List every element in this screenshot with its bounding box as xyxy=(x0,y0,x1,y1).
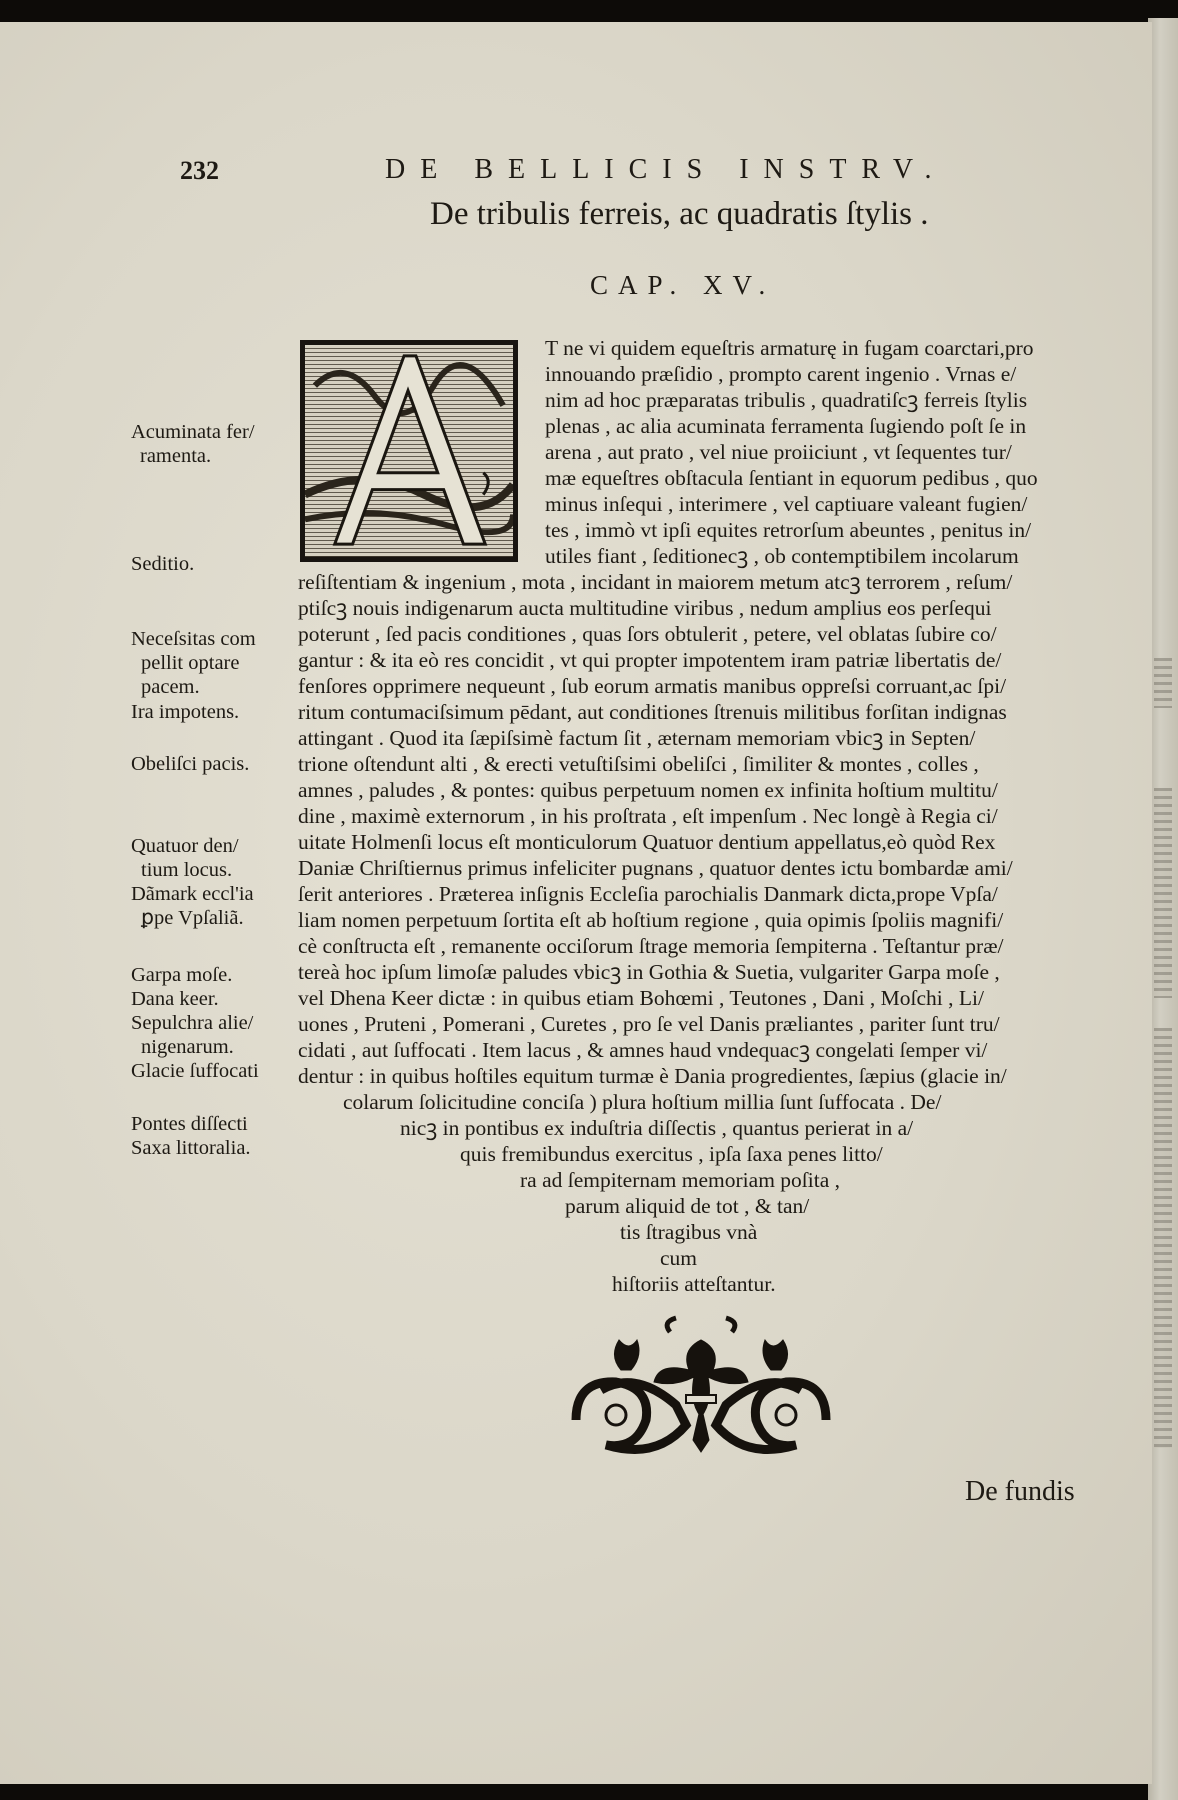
margin-note: Glacie ſuffocati xyxy=(131,1060,259,1082)
drop-cap-letter-a xyxy=(305,345,513,557)
body-line: tereà hoc ipſum limoſæ paludes vbicꝫ in Gothia & Suetia, vulgariter Garpa moſe , xyxy=(298,960,1000,984)
body-line: liam nomen perpetuum ſortita eſt ab hoſtium regione , quia opimis ſpoliis magnifi/ xyxy=(298,908,1004,932)
body-line: T ne vi quidem equeſtris armaturę in fugam coarctari,pro xyxy=(545,336,1034,360)
body-line: parum aliquid de tot , & tan/ xyxy=(565,1194,810,1218)
body-line: mæ equeſtres obſtacula ſentiant in equorum pedibus , quo xyxy=(545,466,1038,490)
tailpiece-ornament-icon xyxy=(566,1310,836,1460)
body-line: attingant . Quod ita ſæpiſsimè factum ſit , æternam memoriam vbicꝫ in Septen/ xyxy=(298,726,976,750)
body-line: tes , immò vt ipſi equites retrorſum abeuntes , penitus in/ xyxy=(545,518,1032,542)
next-page-edge xyxy=(1148,18,1178,1800)
margin-note: nigenarum. xyxy=(141,1036,234,1058)
body-line: minus inſequi , interimere , vel captiuare valeant fugien/ xyxy=(545,492,1028,516)
body-line: cidati , aut ſuffocati . Item lacus , & amnes haud vndequacꝫ congelati ſemper vi/ xyxy=(298,1038,988,1062)
body-line: vel Dhena Keer dictæ : in quibus etiam Bohœmi , Teutones , Dani , Moſchi , Li/ xyxy=(298,986,984,1010)
woodcut-drop-cap xyxy=(300,340,518,562)
margin-note: Dana keer. xyxy=(131,988,219,1010)
body-line: cè conſtructa eſt , remanente occiſorum ſtrage memoria ſempiterna . Teſtantur præ/ xyxy=(298,934,1004,958)
body-line: innouando præſidio , prompto carent ingenio . Vrnas e/ xyxy=(545,362,1017,386)
body-line: fenſores opprimere nequeunt , ſub eorum armatis manibus oppreſsi corruant,ac ſpi/ xyxy=(298,674,1007,698)
margin-note: Acuminata fer/ xyxy=(131,421,255,443)
margin-note: Saxa littoralia. xyxy=(131,1137,251,1159)
body-line: amnes , paludes , & pontes: quibus perpetuum nomen ex infinita hoſtium multitu/ xyxy=(298,778,998,802)
chapter-title: De tribulis ferreis, ac quadratis ſtylis . xyxy=(430,196,929,232)
body-line: ſerit anteriores . Præterea inſignis Eccleſia parochialis Danmark dicta,prope Vpſa/ xyxy=(298,882,998,906)
margin-note: Dãmark eccl'ia xyxy=(131,883,254,905)
margin-note: Obeliſci pacis. xyxy=(131,753,250,775)
margin-note: pacem. xyxy=(141,676,200,698)
body-line: poterunt , ſed pacis conditiones , quas ſors obtulerit , petere, vel oblatas ſubire co/ xyxy=(298,622,997,646)
margin-note: Ira impotens. xyxy=(131,701,240,723)
body-line: arena , aut prato , vel niue proiiciunt , vt ſequentes tur/ xyxy=(545,440,1012,464)
body-line: dine , maximè externorum , in his proſtrata , eſt impenſum . Nec longè à Regia ci/ xyxy=(298,804,998,828)
body-line: trione oſtendunt alti , & erecti vetuſtiſsimi obeliſci , ſimiliter & montes , colles , xyxy=(298,752,979,776)
body-line: uitate Holmenſi locus eſt monticulorum Quatuor dentium appellatus,eò quòd Rex xyxy=(298,830,996,854)
body-line: plenas , ac alia acuminata ferramenta ſugiendo poſt ſe in xyxy=(545,414,1027,438)
body-line: nicꝫ in pontibus ex induſtria diſſectis , quantus perierat in a/ xyxy=(400,1116,914,1140)
running-title: DE BELLICIS INSTRV. xyxy=(385,154,947,185)
margin-note: Sepulchra alie/ xyxy=(131,1012,254,1034)
body-line: colarum ſolicitudine conciſa ) plura hoſtium millia ſunt ſuffocata . De/ xyxy=(343,1090,942,1114)
margin-note: pellit optare xyxy=(141,652,240,674)
body-line: Daniæ Chriſtiernus primus infeliciter pugnans , quatuor dentes ictu bombardæ ami/ xyxy=(298,856,1013,880)
body-line: dentur : in quibus hoſtiles equitum turmæ è Dania progredientes, ſæpius (glacie in/ xyxy=(298,1064,1007,1088)
body-line: ra ad ſempiternam memoriam poſita , xyxy=(520,1168,841,1192)
margin-note: tium locus. xyxy=(141,859,233,881)
body-line: uones , Pruteni , Pomerani , Curetes , pro ſe vel Danis præliantes , pariter ſunt tru/ xyxy=(298,1012,1000,1036)
margin-note: Quatuor den/ xyxy=(131,835,239,857)
body-line: tis ſtragibus vnà xyxy=(620,1220,758,1244)
page-number: 232 xyxy=(180,156,219,185)
body-line: utiles fiant , ſeditionecꝫ , ob contemptibilem incolarum xyxy=(545,544,1019,568)
body-line: ritum contumaciſsimum pēdant, aut conditiones ſtrenuis militibus forſitan indignas xyxy=(298,700,1007,724)
margin-note: Garpa moſe. xyxy=(131,964,233,986)
body-line: reſiſtentiam & ingenium , mota , incidant in maiorem metum atcꝫ terrorem , reſum/ xyxy=(298,570,1013,594)
margin-note: Seditio. xyxy=(131,553,195,575)
margin-note: ꝑpe Vpſaliã. xyxy=(141,907,244,929)
body-line: gantur : & ita eò res concidit , vt qui propter impotentem iram patriæ libertatis de/ xyxy=(298,648,1002,672)
body-line: quis fremibundus exercitus , ipſa ſaxa penes litto/ xyxy=(460,1142,883,1166)
body-line: cum xyxy=(660,1246,698,1270)
body-line: ptiſcꝫ nouis indigenarum aucta multitudine viribus , nedum amplius eos perſequi xyxy=(298,596,992,620)
body-line: hiſtoriis atteſtantur. xyxy=(612,1272,776,1296)
margin-note: Neceſsitas com xyxy=(131,628,256,650)
margin-note: Pontes diſſecti xyxy=(131,1113,248,1135)
body-line: nim ad hoc præparatas tribulis , quadratiſcꝫ ferreis ſtylis xyxy=(545,388,1028,412)
running-head xyxy=(180,152,1040,192)
margin-note: ramenta. xyxy=(140,445,212,467)
chapter-number: CAP. XV. xyxy=(590,270,776,300)
catchword: De fundis xyxy=(965,1476,1075,1507)
